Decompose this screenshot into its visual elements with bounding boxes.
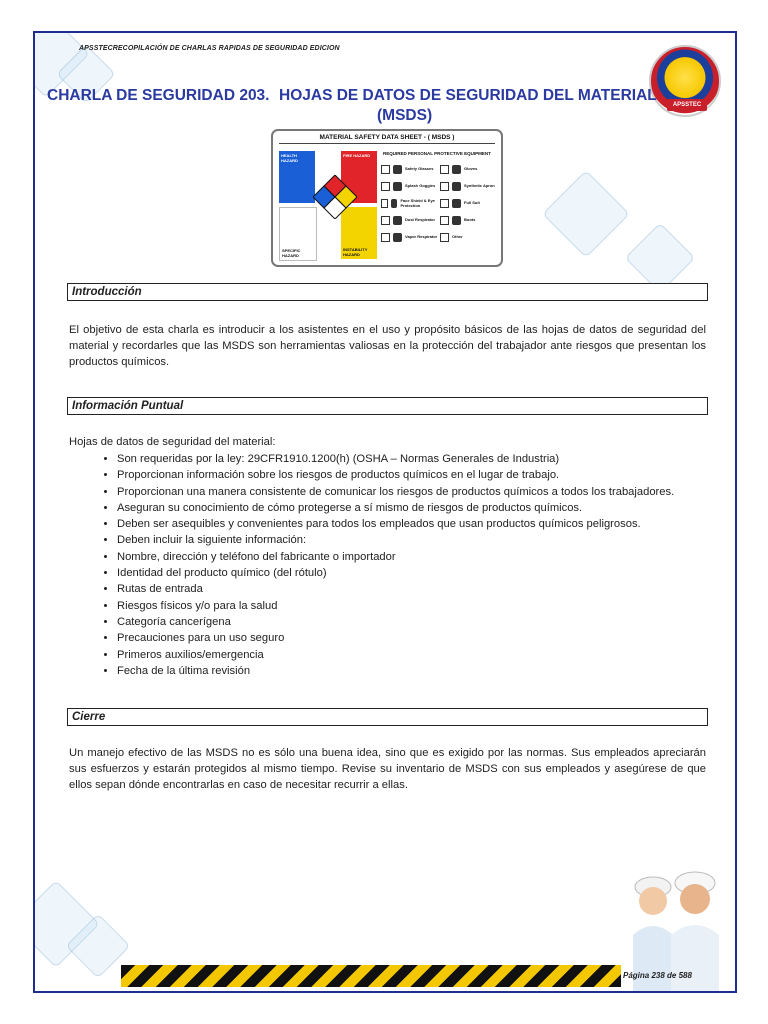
closing-heading: Cierre [67, 708, 708, 726]
closing-paragraph: Un manejo efectivo de las MSDS no es sólo una buena idea, sino que es exigido por las normas. Sus empleados apreciarán sus esfuerzos y estarán protegidos al mismo tiempo. Revise su inventario de MSDS con sus empleados y asegúrese de que ellos sepan dónde encontrarlas en caso de necesitar recurrir a ellas. [69, 747, 706, 792]
list-item: • Proporcionan una manera consistente de comunicar los riesgos de productos químicos a todos los trabajadores. [117, 484, 674, 500]
full-suit-icon [452, 199, 461, 208]
goggles-icon [393, 182, 402, 191]
instability-hazard-label: INSTABILITY HAZARD [343, 247, 368, 257]
ppe-row [381, 161, 499, 178]
list-item: • Son requeridas por la ley: 29CFR1910.1200(h) (OSHA – Normas Generales de Industria) [117, 451, 674, 467]
ppe-label: Vapor Respirator [405, 234, 438, 240]
list-item: • Deben ser asequibles y convenientes para todos los empleados que usan productos químicos peligrosos. [117, 516, 674, 532]
hazard-stripe-bar [121, 965, 621, 987]
info-heading: Información Puntual [67, 397, 708, 415]
list-item: • Categoría cancerígena [117, 614, 674, 630]
page-frame [33, 31, 737, 993]
divider [279, 143, 495, 144]
ppe-checkbox [381, 233, 390, 242]
intro-heading: Introducción [67, 283, 708, 301]
list-item: • Identidad del producto químico (del rótulo) [117, 565, 674, 581]
ppe-label: Safety Glasses [405, 166, 434, 172]
ppe-checkbox [440, 182, 449, 191]
fire-hazard-label: FIRE HAZARD [343, 153, 371, 158]
msds-sheet-title: MATERIAL SAFETY DATA SHEET - ( MSDS ) [319, 134, 455, 141]
ppe-checkbox [440, 233, 449, 242]
ppe-row [381, 178, 499, 195]
ppe-checkbox [440, 199, 449, 208]
list-item: • Aseguran su conocimiento de cómo protegerse a sí mismo de riesgos de productos químicos. [117, 500, 674, 516]
ppe-label: Gloves [464, 166, 478, 172]
ppe-checkbox [440, 216, 449, 225]
list-item: • Proporcionan información sobre los riesgos de productos químicos en el lugar de trabajo. [117, 467, 674, 483]
ppe-label: Synthetic Apron [464, 183, 495, 189]
nfpa-diamond-icon [313, 175, 357, 219]
list-item: • Precauciones para un uso seguro [117, 630, 674, 646]
logo-label: APSSTEC [667, 99, 707, 111]
ppe-label: Other [452, 234, 463, 240]
ppe-label: Dust Respirator [405, 217, 436, 223]
ppe-label: Splash Goggles [405, 183, 436, 189]
title-acronym: (MSDS) [377, 107, 433, 124]
ppe-row [381, 212, 499, 229]
health-hazard-panel [279, 151, 315, 203]
list-item: • Rutas de entrada [117, 581, 674, 597]
ppe-label: Full Suit [464, 200, 480, 206]
msds-sheet-image [271, 129, 503, 267]
ppe-row [381, 229, 499, 246]
ppe-checkbox [381, 216, 390, 225]
specific-hazard-panel [279, 207, 317, 261]
intro-paragraph: El objetivo de esta charla es introducir a los asistentes en el uso y propósito básicos de las hojas de datos de seguridad del material y recordarles que las MSDS son herramientas valiosas en la protección del trabajador ante riesgos que presentan los productos químicos. [69, 324, 706, 369]
ppe-label: Boots [464, 217, 476, 223]
ppe-checkbox [381, 199, 388, 208]
ppe-grid [381, 161, 499, 246]
ppe-heading: REQUIRED PERSONAL PROTECTIVE EQUIPMENT [383, 151, 491, 156]
list-item: • Deben incluir la siguiente información: [117, 532, 674, 548]
apron-icon [452, 182, 461, 191]
list-item: • Riesgos físicos y/o para la salud [117, 598, 674, 614]
ppe-checkbox [381, 182, 390, 191]
list-item: • Nombre, dirección y teléfono del fabricante o importador [117, 549, 674, 565]
header-tagline: APSSTECRECOPILACIÓN DE CHARLAS RAPIDAS DE SEGURIDAD EDICION [79, 45, 340, 52]
info-list-intro: Hojas de datos de seguridad del material: [69, 436, 276, 448]
ppe-checkbox [440, 165, 449, 174]
safety-glasses-icon [393, 165, 402, 174]
title-number: CHARLA DE SEGURIDAD 203. [47, 87, 270, 104]
face-shield-icon [391, 199, 397, 208]
boots-icon [452, 216, 461, 225]
list-item: • Primeros auxilios/emergencia [117, 647, 674, 663]
specific-hazard-label: SPECIFIC HAZARD [282, 248, 301, 258]
ppe-label: Face Shield & Eye Protection [400, 198, 435, 208]
dust-respirator-icon [393, 216, 402, 225]
list-item: • Fecha de la última revisión [117, 663, 674, 679]
ppe-row [381, 195, 499, 212]
health-hazard-label: HEALTH HAZARD [281, 153, 298, 163]
gloves-icon [452, 165, 461, 174]
ppe-checkbox [381, 165, 390, 174]
title-main: HOJAS DE DATOS DE SEGURIDAD DEL MATERIAL [279, 87, 657, 104]
info-list [83, 451, 674, 679]
page-number: Página 238 de 588 [623, 971, 692, 980]
decor-shape [542, 170, 630, 258]
vapor-respirator-icon [393, 233, 402, 242]
